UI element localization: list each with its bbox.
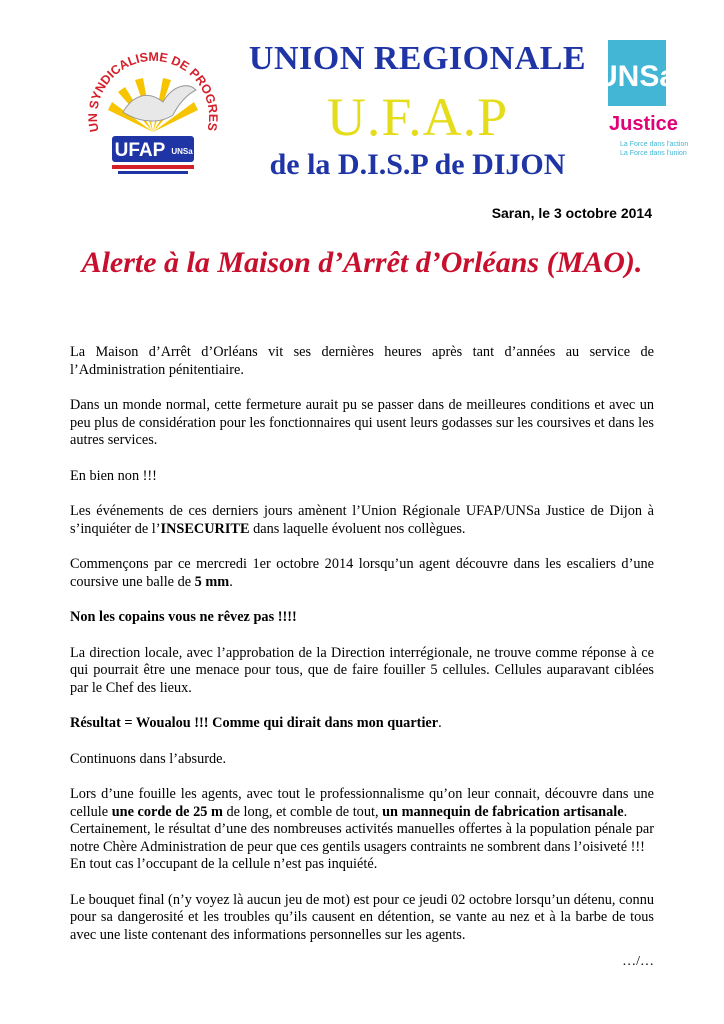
paragraph bbox=[70, 786, 654, 874]
text-run: Commençons par ce mercredi 1er octobre 2014 lorsqu’un agent découvre dans les escaliers d’une coursive une balle de bbox=[70, 556, 654, 590]
logo-tagline-1: La Force dans l'action bbox=[620, 141, 689, 148]
text-run: En tout cas l’occupant de la cellule n’est pas inquiété. bbox=[70, 856, 378, 872]
paragraph: Continuons dans l’absurde. bbox=[70, 750, 227, 767]
text-run: . bbox=[229, 573, 233, 590]
ufap-logo bbox=[78, 40, 228, 190]
logo-unsa-text: UNSa bbox=[595, 60, 677, 93]
document-title: Alerte à la Maison d’Arrêt d’Orléans (MAO). bbox=[81, 246, 643, 279]
bold-run: 5 mm bbox=[194, 573, 230, 590]
unsa-justice-logo bbox=[595, 34, 706, 164]
logo-sub-text: UNSa bbox=[171, 147, 193, 156]
text-run: Lors d’une fouille les agents, avec tout le professionnalisme qu’on leur connait, découvre dans une cellule bbox=[70, 786, 654, 820]
document-body bbox=[70, 344, 654, 962]
bold-run: un mannequin de fabrication artisanale bbox=[382, 803, 624, 820]
logo-justice-text: Justice bbox=[609, 113, 678, 135]
header-disp-dijon: de la D.I.S.P de DIJON bbox=[269, 148, 566, 181]
paragraph bbox=[70, 503, 654, 538]
text-run: Les événements de ces derniers jours amènent l’Union Régionale UFAP/UNSa Justice de Dijon à s’inquiéter de l’ bbox=[70, 503, 654, 537]
paragraph: En bien non !!! bbox=[70, 467, 157, 484]
paragraph bbox=[70, 556, 654, 591]
bold-run: une corde de 25 m bbox=[111, 803, 223, 820]
paragraph: Le bouquet final (n’y voyez là aucun jeu de mot) est pour ce jeudi 02 octobre lorsqu’un détenu, connu pour sa dangerosité et les troubles qu’ils causent en détention, se vante au nez et à la barbe de tous avec une liste contenant des informations personnelles sur les agents. bbox=[70, 891, 655, 943]
bold-run: INSECURITE bbox=[160, 520, 250, 537]
paragraph bbox=[70, 609, 654, 627]
paragraph: Dans un monde normal, cette fermeture aurait pu se passer dans de meilleures conditions et avec un peu plus de considération pour les fonctionnaires qui usent leurs godasses sur les coursives et dans les autres services. bbox=[70, 397, 654, 448]
header-ufap: U.F.A.P bbox=[326, 87, 509, 147]
paragraph: La direction locale, avec l’approbation de la Direction interrégionale, ne trouve comme réponse à ce qui pourrait être une menace pour tous, que de faire fouiller 5 cellules. Cellules auparavant ciblées par le Chef des lieux. bbox=[70, 644, 654, 696]
continuation-mark: …/… bbox=[622, 954, 654, 969]
text-run: . bbox=[438, 715, 442, 731]
logo-tagline-2: La Force dans l'union bbox=[620, 150, 687, 157]
header-union-regionale: UNION REGIONALE bbox=[248, 40, 587, 77]
bold-run: Résultat = Woualou !!! Comme qui dirait dans mon quartier bbox=[70, 715, 439, 731]
text-run: . bbox=[623, 803, 628, 820]
text-run: Certainement, le résultat d’une des nombreuses activités manuelles offertes à la population pénale par notre Chère Administration de peur que ces gentils usagers contraints ne sombrent dans l’oisiveté !!! bbox=[70, 821, 654, 855]
bold-run: Non les copains vous ne rêvez pas !!!! bbox=[70, 609, 297, 625]
text-run: de long, et comble de tout, bbox=[222, 803, 383, 820]
paragraph: La Maison d’Arrêt d’Orléans vit ses dernières heures après tant d’années au service de l’Administration pénitentiaire. bbox=[70, 344, 654, 378]
logo-arc-text: UN SYNDICALISME DE PROGRES bbox=[85, 49, 221, 133]
logo-badge-text: UFAP bbox=[114, 140, 166, 161]
text-run: dans laquelle évoluent nos collègues. bbox=[249, 520, 466, 537]
paragraph bbox=[70, 715, 654, 733]
document-date: Saran, le 3 octobre 2014 bbox=[491, 205, 652, 221]
